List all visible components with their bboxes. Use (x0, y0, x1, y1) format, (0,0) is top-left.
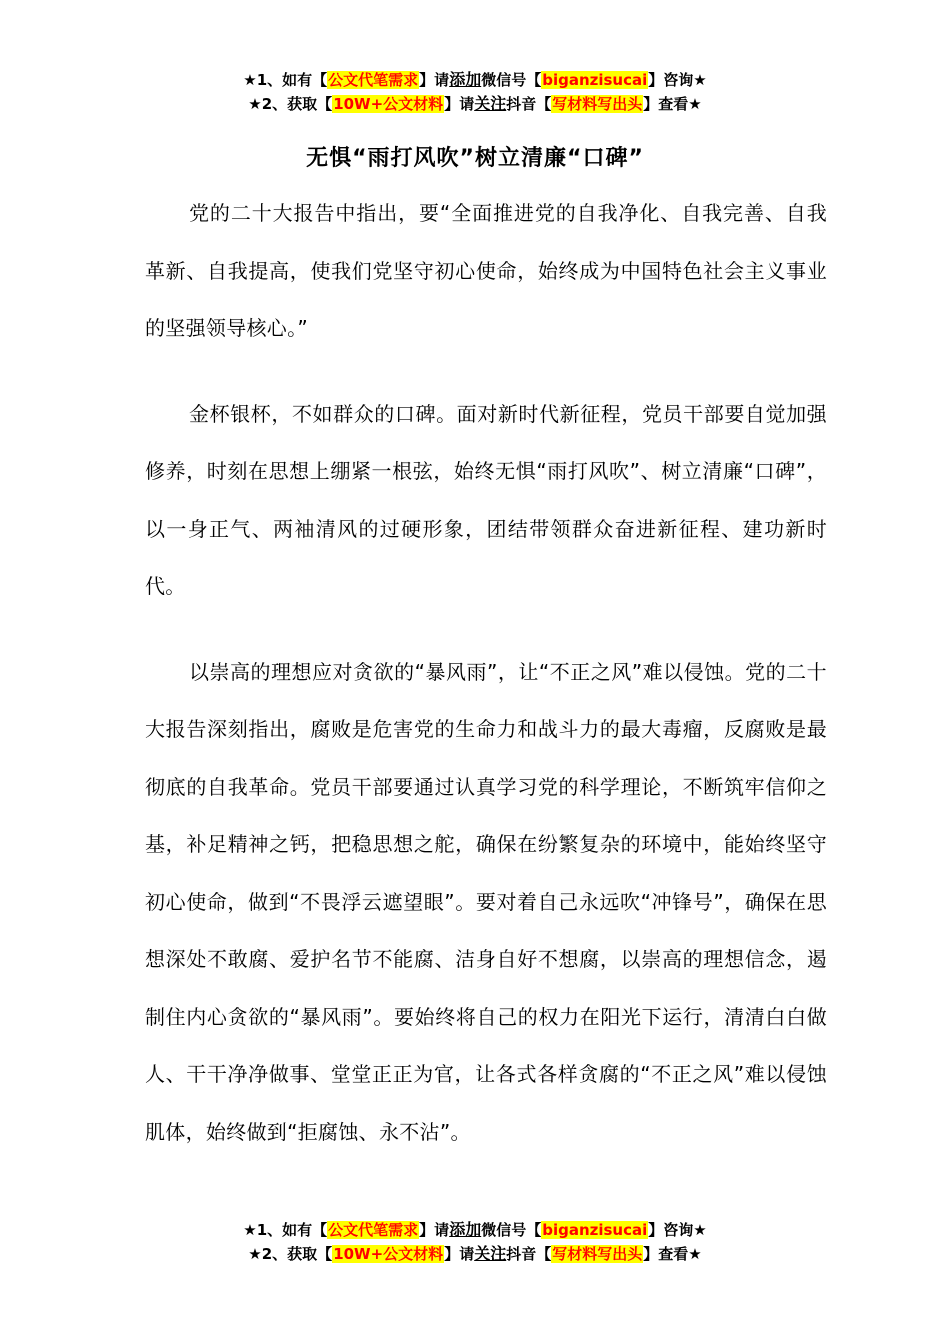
promo-suffix: 】查看★ (643, 1245, 702, 1263)
promo-prefix: ★1、如有【 (243, 71, 328, 89)
promo-line-1 (0, 1218, 950, 1242)
promo-highlight-douyin: 写材料写出头 (552, 1245, 643, 1263)
promo-text: 抖音【 (506, 95, 552, 113)
promo-text: 】请 (419, 71, 450, 89)
promo-prefix: ★1、如有【 (243, 1221, 328, 1239)
promo-suffix: 】查看★ (643, 95, 702, 113)
document-title: 无惧“雨打风吹”树立清廉“口碑” (306, 145, 644, 171)
paragraph: 金杯银杯，不如群众的口碑。面对新时代新征程，党员干部要自觉加强修养，时刻在思想上绷紧一根弦，始终无惧“雨打风吹”、树立清廉“口碑”，以一身正气、两袖清风的过硬形象，团结带领群众奋进新征程、建功新时代。 (145, 401, 827, 598)
promo-prefix: ★2、获取【 (248, 1245, 333, 1263)
paragraph: 以崇高的理想应对贪欲的“暴风雨”，让“不正之风”难以侵蚀。党的二十大报告深刻指出，腐败是危害党的生命力和战斗力的最大毒瘤，反腐败是最彻底的自我革命。党员干部要通过认真学习党的科学理论，不断筑牢信仰之基，补足精神之钙，把稳思想之舵，确保在纷繁复杂的环境中，能始终坚守初心使命，做到“不畏浮云遮望眼”。要对着自己永远吹“冲锋号”，确保在思想深处不敢腐、爱护名节不能腐、洁身自好不想腐，以崇高的理想信念，遏制住内心贪欲的“暴风雨”。要始终将自己的权力在阳光下运行，清清白白做人、干干净净做事、堂堂正正为官，让各式各样贪腐的“不正之风”难以侵蚀肌体，始终做到“拒腐蚀、永不沾”。 (145, 659, 827, 1144)
promo-emphasis: 添加 (449, 70, 482, 89)
promo-line-2 (0, 92, 950, 116)
document-body (145, 185, 827, 1189)
promo-text: 微信号【 (481, 1221, 542, 1239)
promo-suffix: 】咨询★ (648, 71, 707, 89)
promo-highlight-douyin: 写材料写出头 (552, 95, 643, 113)
promo-text: 抖音【 (506, 1245, 552, 1263)
promo-text: 】请 (419, 1221, 450, 1239)
promo-highlight-materials: 10W+公文材料 (333, 1245, 444, 1263)
promo-text: 微信号【 (481, 71, 542, 89)
promo-highlight-wechat-id: biganzisucai (542, 1221, 648, 1239)
promo-line-1 (0, 68, 950, 92)
promo-line-2 (0, 1242, 950, 1266)
promo-emphasis: 添加 (449, 1220, 482, 1239)
promo-highlight-materials: 10W+公文材料 (333, 95, 444, 113)
promo-highlight-service: 公文代笔需求 (328, 71, 419, 89)
promo-highlight-service: 公文代笔需求 (328, 1221, 419, 1239)
promo-prefix: ★2、获取【 (248, 95, 333, 113)
footer-promo (0, 1218, 950, 1266)
promo-emphasis: 关注 (474, 1244, 507, 1263)
promo-emphasis: 关注 (474, 94, 507, 113)
promo-highlight-wechat-id: biganzisucai (542, 71, 648, 89)
paragraph: 党的二十大报告中指出，要“全面推进党的自我净化、自我完善、自我革新、自我提高，使我们党坚守初心使命，始终成为中国特色社会主义事业的坚强领导核心。” (145, 201, 827, 340)
promo-text: 】请 (444, 95, 475, 113)
header-promo (0, 68, 950, 116)
promo-suffix: 】咨询★ (648, 1221, 707, 1239)
promo-text: 】请 (444, 1245, 475, 1263)
